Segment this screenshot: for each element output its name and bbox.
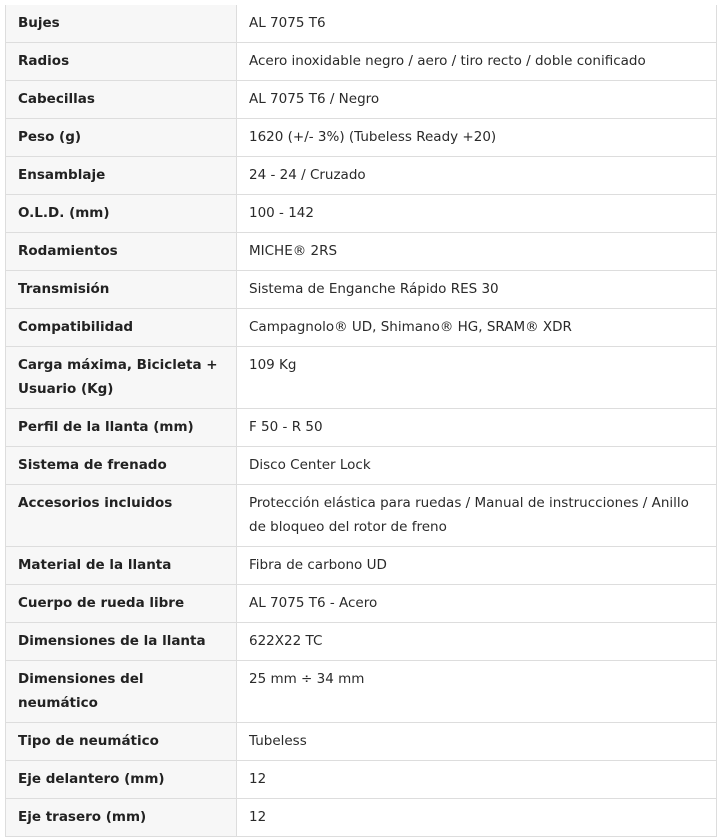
spec-value: 109 Kg [237,347,717,409]
specifications-table-body [6,5,717,837]
table-row [6,81,717,119]
spec-value: F 50 - R 50 [237,409,717,447]
spec-label: Compatibilidad [6,309,237,347]
table-row [6,661,717,723]
spec-value: AL 7075 T6 - Acero [237,585,717,623]
spec-label: Cabecillas [6,81,237,119]
spec-label: Peso (g) [6,119,237,157]
spec-value: AL 7075 T6 [237,5,717,43]
spec-label: Eje trasero (mm) [6,799,237,837]
specifications-table [5,5,717,837]
table-row [6,157,717,195]
spec-value: AL 7075 T6 / Negro [237,81,717,119]
table-row [6,271,717,309]
spec-label: Perfil de la llanta (mm) [6,409,237,447]
spec-label: Material de la llanta [6,547,237,585]
table-row [6,761,717,799]
table-row [6,585,717,623]
spec-value: Acero inoxidable negro / aero / tiro recto / doble conificado [237,43,717,81]
spec-value: 100 - 142 [237,195,717,233]
spec-label: Cuerpo de rueda libre [6,585,237,623]
spec-value: 25 mm ÷ 34 mm [237,661,717,723]
spec-value: Campagnolo® UD, Shimano® HG, SRAM® XDR [237,309,717,347]
spec-value: Tubeless [237,723,717,761]
spec-label: Tipo de neumático [6,723,237,761]
spec-value: Fibra de carbono UD [237,547,717,585]
table-row [6,195,717,233]
spec-label: Dimensiones de la llanta [6,623,237,661]
spec-label: Dimensiones del neumático [6,661,237,723]
spec-value: Sistema de Enganche Rápido RES 30 [237,271,717,309]
spec-value: 24 - 24 / Cruzado [237,157,717,195]
spec-value: 622X22 TC [237,623,717,661]
table-row [6,233,717,271]
table-row [6,119,717,157]
table-row [6,5,717,43]
spec-label: Ensamblaje [6,157,237,195]
table-row [6,623,717,661]
spec-label: Transmisión [6,271,237,309]
table-row [6,409,717,447]
table-row [6,43,717,81]
spec-label: Rodamientos [6,233,237,271]
table-row [6,799,717,837]
spec-value: 12 [237,761,717,799]
spec-label: Radios [6,43,237,81]
spec-label: Carga máxima, Bicicleta + Usuario (Kg) [6,347,237,409]
spec-value: MICHE® 2RS [237,233,717,271]
spec-value: Protección elástica para ruedas / Manual de instrucciones / Anillo de bloqueo del rotor de freno [237,485,717,547]
table-row [6,723,717,761]
spec-value: Disco Center Lock [237,447,717,485]
table-row [6,347,717,409]
table-row [6,309,717,347]
table-row [6,547,717,585]
spec-label: Accesorios incluidos [6,485,237,547]
spec-label: O.L.D. (mm) [6,195,237,233]
spec-label: Bujes [6,5,237,43]
spec-label: Eje delantero (mm) [6,761,237,799]
spec-value: 12 [237,799,717,837]
spec-value: 1620 (+/- 3%) (Tubeless Ready +20) [237,119,717,157]
table-row [6,485,717,547]
spec-label: Sistema de frenado [6,447,237,485]
table-row [6,447,717,485]
